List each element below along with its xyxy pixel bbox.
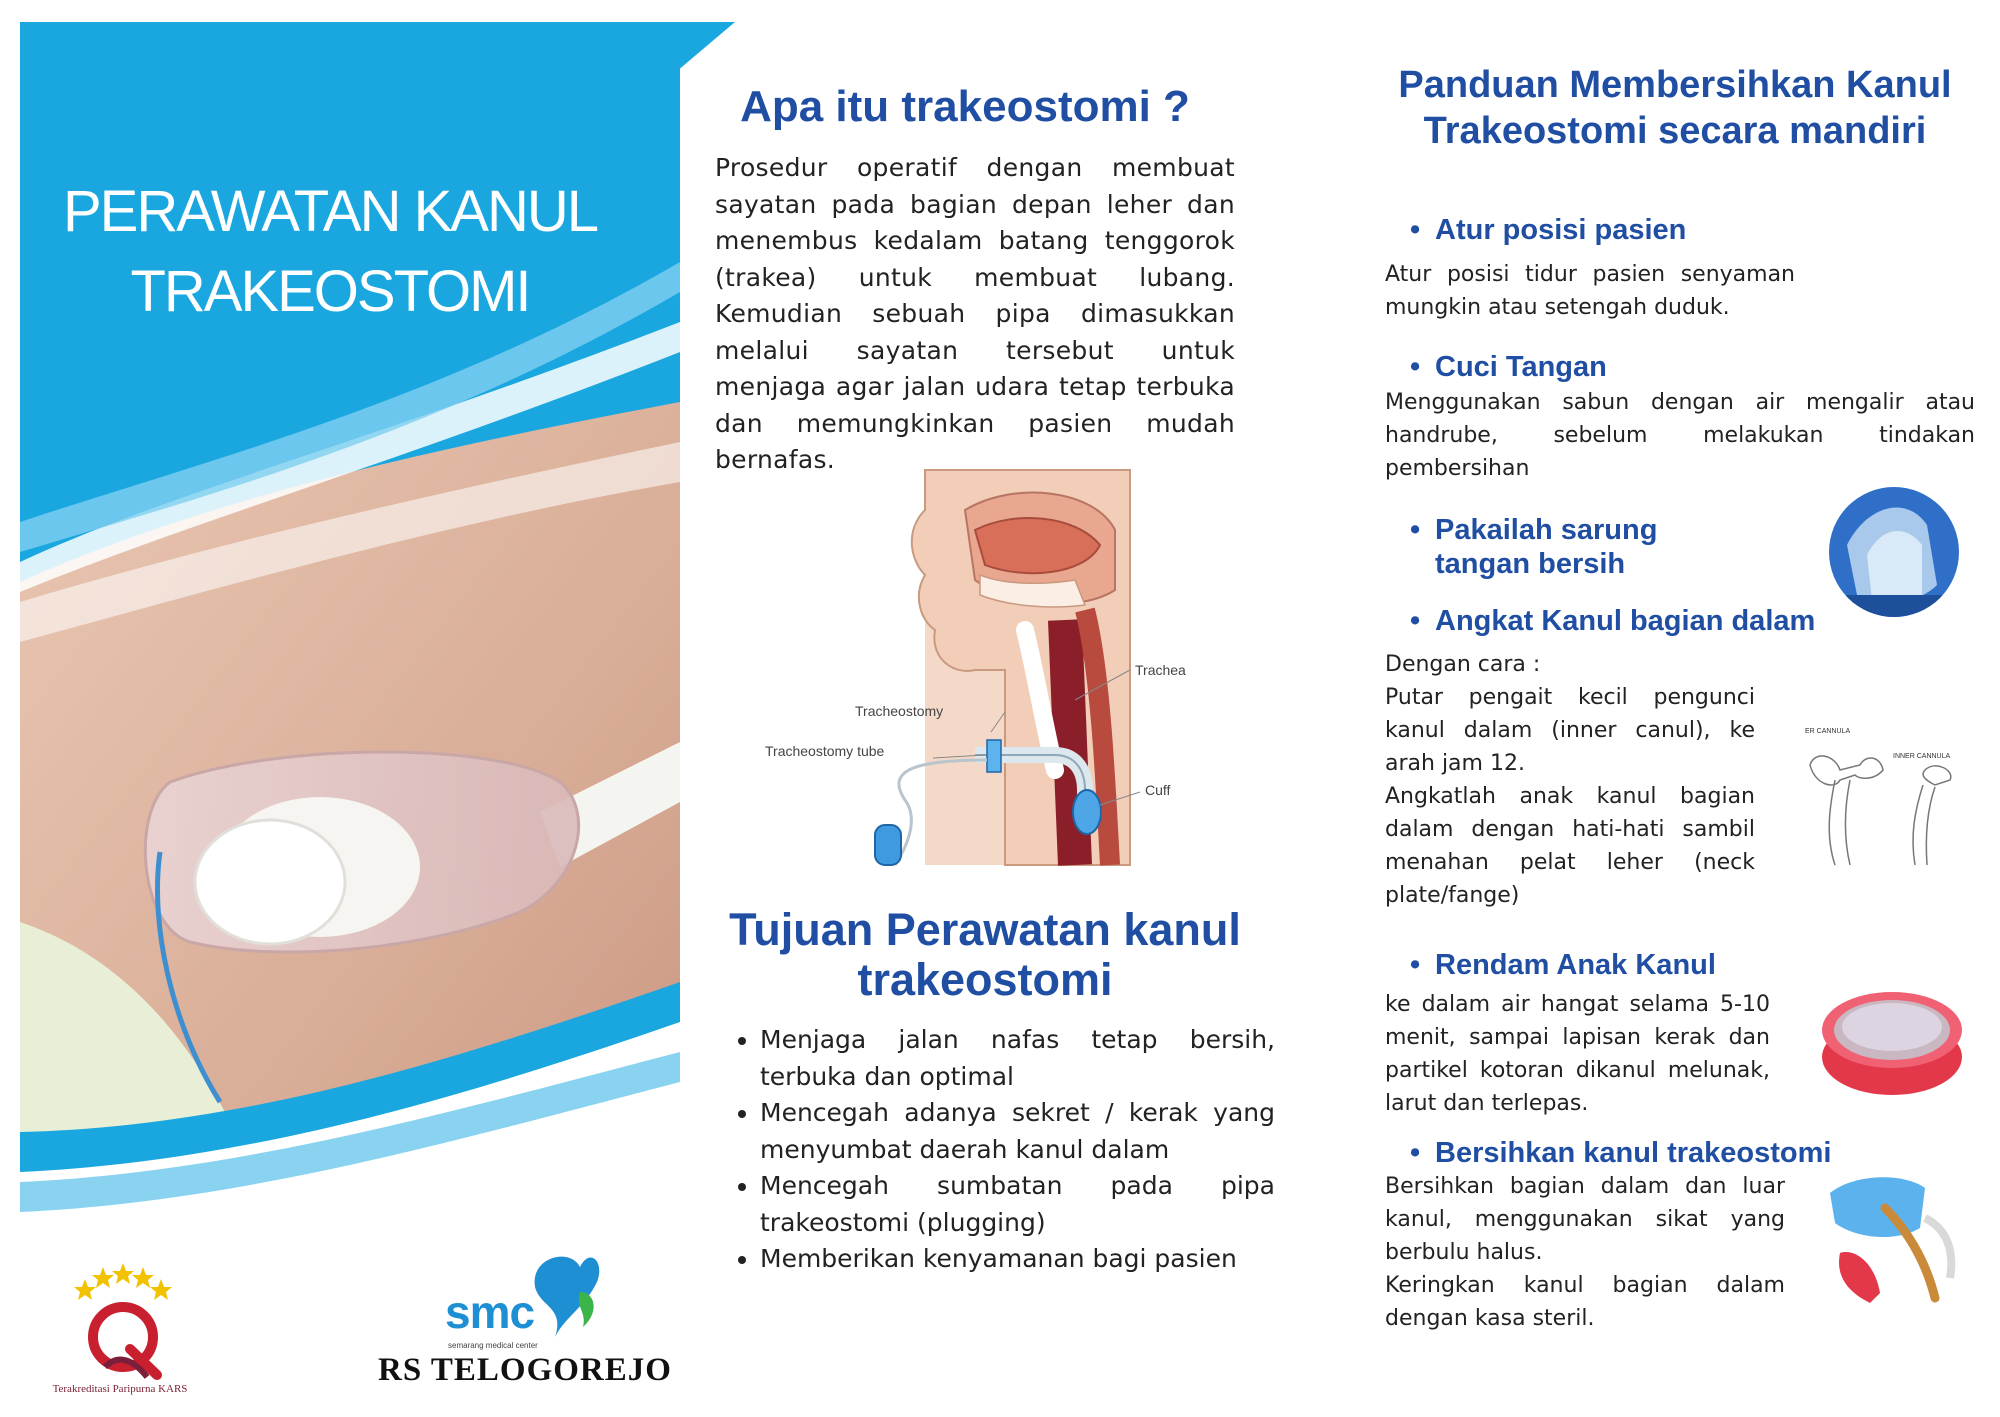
step-heading-handwash: • Cuci Tangan bbox=[1385, 350, 1607, 384]
smc-logo-text: smc bbox=[445, 1286, 535, 1338]
definition-panel bbox=[705, 0, 1275, 1414]
definition-text: Prosedur operatif dengan membuat sayatan pada bagian depan leher dan menembus kedalam batang tenggorok (trakea) untuk membuat lubang. Kemudian sebuah pipa dimasukkan melalui sayatan tersebut untuk menjaga agar jalan udara tetap terbuka dan memungkinkan pasien mudah bernafas. bbox=[715, 153, 1235, 474]
step-text-position: Atur posisi tidur pasien senyaman mungkin atau setengah duduk. bbox=[1385, 262, 1795, 320]
anatomy-illustration bbox=[755, 470, 1186, 870]
tracheostomy-diagram bbox=[755, 470, 1186, 870]
guide-panel bbox=[1385, 0, 1985, 1414]
guide-title: Panduan Membersihkan Kanul Trakeostomi secara mandiri bbox=[1398, 64, 1952, 152]
label-inner-cannula: INNER CANNULA bbox=[1893, 753, 1951, 760]
step-heading-position: • Atur posisi pasien bbox=[1385, 213, 1686, 247]
cover-panel bbox=[20, 22, 680, 1395]
list-item: • Mencegah adanya sekret / kerak yang menyumbat daerah kanul dalam bbox=[760, 1095, 1275, 1168]
label-tracheostomy: Tracheostomy bbox=[855, 703, 944, 719]
cover-title-line1: PERAWATAN KANUL bbox=[63, 179, 597, 244]
list-item: • Menjaga jalan nafas tetap bersih, terbuka dan optimal bbox=[760, 1022, 1275, 1095]
step-text-handwash: Menggunakan sabun dengan air mengalir atau handrube, sebelum melakukan tindakan pembersihan bbox=[1385, 390, 1975, 481]
cannula-diagram-icon bbox=[1805, 725, 1965, 875]
label-outer-cannula: ER CANNULA bbox=[1805, 728, 1851, 735]
list-item: • Memberikan kenyamanan bagi pasien bbox=[760, 1241, 1275, 1278]
goals-title: Tujuan Perawatan kanul trakeostomi bbox=[729, 904, 1241, 1005]
step-heading-soak: • Rendam Anak Kanul bbox=[1385, 948, 1716, 982]
list-item: • Mencegah sumbatan pada pipa trakeostomi (plugging) bbox=[760, 1168, 1275, 1241]
definition-title: Apa itu trakeostomi ? bbox=[740, 82, 1190, 131]
step-text-remove: Dengan cara : Putar pengait kecil pengunci kanul dalam (inner canul), ke arah jam 12. Angkatlah anak kanul bagian dalam dengan hati-hati sambil menahan pelat leher (neck plate/fange) bbox=[1385, 652, 1755, 908]
label-tube: Tracheostomy tube bbox=[765, 743, 885, 759]
cover-title bbox=[20, 172, 640, 332]
step-heading-remove: • Angkat Kanul bagian dalam bbox=[1385, 604, 1815, 638]
label-trachea: Trachea bbox=[1135, 662, 1186, 678]
goals-list bbox=[720, 1022, 1275, 1278]
accreditation-caption: Terakreditasi Paripurna KARS bbox=[52, 1383, 188, 1395]
smc-logo-subtext: semarang medical center bbox=[448, 1341, 538, 1350]
cleaning-brush-icon bbox=[1825, 1168, 1965, 1308]
smc-logo-icon bbox=[525, 1247, 605, 1342]
step-heading-clean: • Bersihkan kanul trakeostomi bbox=[1385, 1136, 1831, 1170]
cover-title-line2: TRAKEOSTOMI bbox=[130, 259, 530, 324]
cover-image bbox=[20, 22, 680, 1247]
kars-logo-icon bbox=[65, 1257, 175, 1382]
step-text-soak: ke dalam air hangat selama 5-10 menit, sampai lapisan kerak dan partikel kotoran dikanul melunak, larut dan terlepas. bbox=[1385, 992, 1770, 1116]
step-text-clean: Bersihkan bagian dalam dan luar kanul, menggunakan sikat yang berbulu halus. Keringkan kanul bagian dalam dengan kasa steril. bbox=[1385, 1174, 1785, 1331]
hospital-name: RS TELOGOREJO bbox=[378, 1352, 672, 1388]
gloves-photo-icon bbox=[1827, 485, 1962, 620]
step-heading-gloves: • Pakailah sarung tangan bersih bbox=[1385, 513, 1735, 581]
soaking-bowl-icon bbox=[1817, 985, 1967, 1100]
logo-area bbox=[20, 1247, 680, 1417]
label-cuff: Cuff bbox=[1145, 782, 1171, 798]
